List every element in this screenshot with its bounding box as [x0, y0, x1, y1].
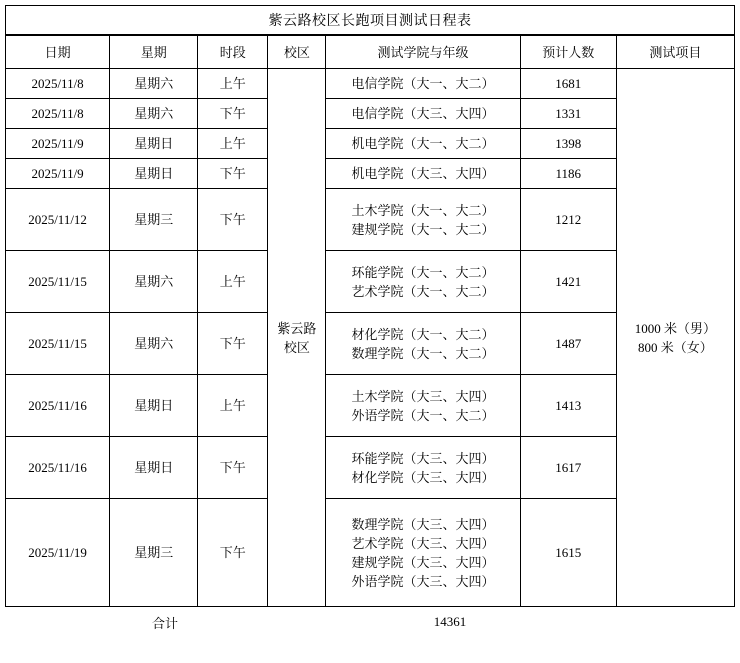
- cell-date: 2025/11/16: [6, 437, 110, 499]
- college-line: 艺术学院（大三、大四）: [351, 535, 495, 551]
- cell-weekday: 星期三: [110, 499, 198, 607]
- cell-date: 2025/11/9: [6, 129, 110, 159]
- cell-count: 1617: [520, 437, 616, 499]
- cell-test-item: [616, 69, 734, 607]
- column-header-count: 预计人数: [520, 36, 616, 69]
- cell-count: 1615: [520, 499, 616, 607]
- cell-weekday: 星期日: [110, 437, 198, 499]
- cell-colleges: [326, 499, 520, 607]
- cell-count: 1487: [520, 313, 616, 375]
- cell-weekday: 星期六: [110, 313, 198, 375]
- cell-colleges: [326, 375, 520, 437]
- schedule-table: [5, 35, 735, 607]
- column-header-date: 日期: [6, 36, 110, 69]
- cell-period: 下午: [198, 99, 268, 129]
- test-item-line-2: 800 米（女）: [638, 339, 713, 355]
- college-line: 数理学院（大三、大四）: [351, 516, 495, 532]
- cell-colleges: [326, 251, 520, 313]
- college-line: 外语学院（大一、大二）: [351, 407, 495, 423]
- campus-line-1: 紫云路: [277, 320, 317, 336]
- total-label: 合计: [151, 615, 178, 631]
- cell-colleges: [326, 99, 520, 129]
- cell-date: 2025/11/8: [6, 69, 110, 99]
- cell-period: 上午: [198, 129, 268, 159]
- cell-date: 2025/11/19: [6, 499, 110, 607]
- table-header-row: [6, 36, 735, 69]
- column-header-campus: 校区: [268, 36, 326, 69]
- cell-date: 2025/11/15: [6, 313, 110, 375]
- cell-period: 下午: [198, 189, 268, 251]
- table-header: [6, 36, 735, 69]
- cell-weekday: 星期三: [110, 189, 198, 251]
- college-line: 机电学院（大一、大二）: [351, 136, 495, 151]
- cell-weekday: 星期日: [110, 159, 198, 189]
- college-line: 土木学院（大一、大二）: [351, 202, 495, 218]
- table-row: [6, 69, 735, 99]
- test-item-line-1: 1000 米（男）: [634, 320, 717, 336]
- column-header-period: 时段: [198, 36, 268, 69]
- college-line: 建规学院（大三、大四）: [351, 554, 495, 570]
- college-line: 机电学院（大三、大四）: [351, 166, 495, 181]
- college-line: 材化学院（大一、大二）: [351, 326, 495, 342]
- college-line: 电信学院（大一、大二）: [351, 76, 495, 91]
- cell-period: 下午: [198, 159, 268, 189]
- college-line: 数理学院（大一、大二）: [351, 345, 495, 361]
- cell-colleges: [326, 159, 520, 189]
- column-header-test-item: 测试项目: [616, 36, 734, 69]
- column-header-college: 测试学院与年级: [326, 36, 520, 69]
- cell-count: 1413: [520, 375, 616, 437]
- document-title-row: [5, 5, 735, 35]
- cell-count: 1331: [520, 99, 616, 129]
- total-value: 14361: [433, 614, 467, 629]
- table-body: [6, 69, 735, 607]
- cell-date: 2025/11/12: [6, 189, 110, 251]
- cell-colleges: [326, 69, 520, 99]
- cell-count: 1421: [520, 251, 616, 313]
- college-line: 环能学院（大一、大二）: [351, 264, 495, 280]
- cell-weekday: 星期六: [110, 251, 198, 313]
- document-page: [0, 5, 740, 663]
- college-line: 外语学院（大三、大四）: [351, 573, 495, 589]
- cell-period: 上午: [198, 251, 268, 313]
- cell-colleges: [326, 129, 520, 159]
- cell-period: 下午: [198, 313, 268, 375]
- cell-colleges: [326, 189, 520, 251]
- page-title: 紫云路校区长跑项目测试日程表: [268, 14, 472, 29]
- cell-date: 2025/11/8: [6, 99, 110, 129]
- college-line: 电信学院（大三、大四）: [351, 106, 495, 121]
- cell-count: 1212: [520, 189, 616, 251]
- cell-weekday: 星期六: [110, 69, 198, 99]
- cell-colleges: [326, 313, 520, 375]
- cell-period: 下午: [198, 437, 268, 499]
- college-line: 环能学院（大三、大四）: [351, 450, 495, 466]
- college-line: 土木学院（大三、大四）: [351, 388, 495, 404]
- cell-date: 2025/11/15: [6, 251, 110, 313]
- college-line: 艺术学院（大一、大二）: [351, 283, 495, 299]
- cell-weekday: 星期日: [110, 129, 198, 159]
- cell-weekday: 星期日: [110, 375, 198, 437]
- cell-count: 1681: [520, 69, 616, 99]
- cell-weekday: 星期六: [110, 99, 198, 129]
- cell-period: 下午: [198, 499, 268, 607]
- college-line: 建规学院（大一、大二）: [351, 221, 495, 237]
- cell-count: 1398: [520, 129, 616, 159]
- column-header-weekday: 星期: [110, 36, 198, 69]
- college-line: 材化学院（大三、大四）: [351, 469, 495, 485]
- cell-date: 2025/11/16: [6, 375, 110, 437]
- cell-count: 1186: [520, 159, 616, 189]
- cell-date: 2025/11/9: [6, 159, 110, 189]
- cell-period: 上午: [198, 69, 268, 99]
- cell-colleges: [326, 437, 520, 499]
- total-row: [5, 607, 735, 637]
- cell-period: 上午: [198, 375, 268, 437]
- cell-campus: [268, 69, 326, 607]
- campus-line-2: 校区: [283, 339, 310, 355]
